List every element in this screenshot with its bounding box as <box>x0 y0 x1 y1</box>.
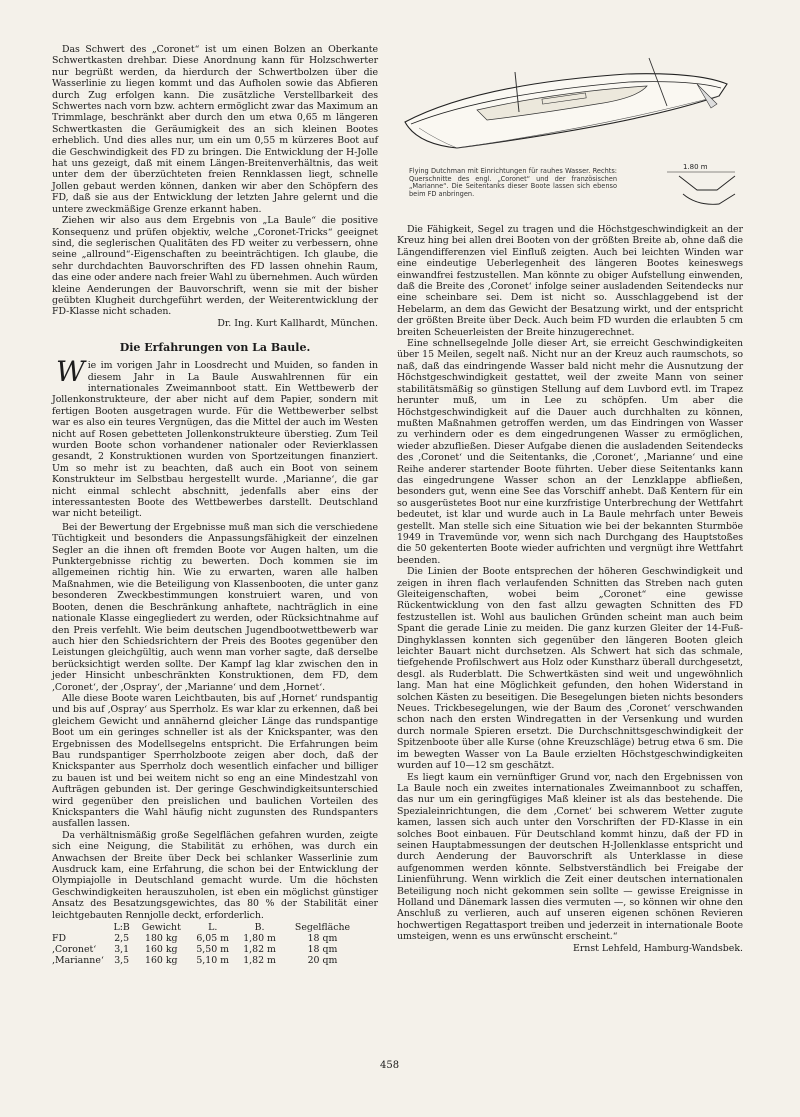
table-header: B. <box>254 922 265 934</box>
right-paragraph-2: Eine schnellsegelnde Jolle dieser Art, sie erreicht Geschwindigkeiten über 15 Meilen, segelt naß. Nicht nur an der Kreuz auch raumschots, so naß, daß das eindringende Wasser bald nicht mehr die Ausnutzung der Höchstgeschwindigkeit gestattet, weil der zweite Mann von seiner stabilitätsmäßig so günstigen Stellung auf dem Luvbord evtl. im Trapez herunter muß, um in Lee zu schöpfen. Um aber die Höchstgeschwindigkeit auf die Dauer auch durchhalten zu können, mußten Maßnahmen getroffen werden, um das Eindringen von Wasser zu verhindern oder es dem eingedrungenen Wasser zu ermöglichen, wieder abzufließen. Dieser Aufgabe dienen die ausladenden Seitendecks des ‚Coronet‘ und die Seitentanks, die ‚Coronet‘, ‚Marianne‘ und eine Reihe anderer startender Boote führten. Ueber diese Seitentanks kann das eingedrungene Wasser schon an der Lenzklappe abfließen, besonders gut, wenn eine See das Vorschiff anhebt. Daß Kentern für ein so ausgerüstetes Boot nur eine kurzfristige Unterbrechung der Wettfahrt bedeutet, ist klar und wurde auch in La Baule mehrfach unter Beweis gestellt. Man stelle sich eine Situation wie bei der bekannten Sturmböe 1949 in Travemünde vor, wenn sich nach Durchgang des Hauptstoßes die 50 gekenterten Boote wieder aufrichten und vergnügt ihre Wettfahrt beenden. <box>397 338 743 566</box>
table-cell: ‚Coronet‘ <box>52 944 97 956</box>
article-first-paragraph <box>52 355 378 520</box>
boat-specs-table <box>52 922 362 966</box>
table-cell: 18 qm <box>307 944 338 956</box>
hull-outline <box>405 74 727 148</box>
cross-section-marianne <box>683 194 735 204</box>
boat-illustration <box>397 44 743 210</box>
intro-paragraph-1: Das Schwert des „Coronet“ ist um einen Bolzen an Oberkante Schwertkasten drehbar. Diese Anordnung kann für Holzschwerter nur begrüßt werden, da hierdurch der Schwertbolzen über die Wasserlinie zu liegen kommt und das Aufholen sowie das Abfieren durch Zug erfolgen kann. Die zusätzliche Verstellbarkeit des Schwertes nach vorn bzw. achtern ermöglicht zwar das Maximum an Trimmlage, beschränkt aber durch den um etwa 0,65 m längeren Schwertkasten die Geräumigkeit des an sich kleinen Bootes erheblich. Und dies alles nur, um ein um 0,55 m kürzeres Boot auf die Geschwindigkeit des FD zu bringen. Die Entwicklung der H-Jolle hat uns gezeigt, daß mit einem Längen-Breitenverhältnis, das weit unter dem der überzüchteten freien Rennklassen liegt, schnelle Jollen gebaut werden können, danken wir aber den Schöpfern des FD, daß sie aus der Entwicklung der letzten Jahre gelernt und die untere zweckmäßige Grenze erkannt haben. <box>52 44 378 215</box>
table-header <box>52 922 110 933</box>
figure-caption: Flying Dutchman mit Einrichtungen für rauhes Wasser. Rechts: Querschnitte des engl. „Coronet“ und der französischen „Marianne“. Die Seitentanks dieser Boote lassen sich ebenso beim FD anbringen. <box>409 167 617 198</box>
right-column <box>397 44 743 954</box>
table-header: Gewicht <box>141 922 181 934</box>
table-header: Segelfläche <box>294 922 351 934</box>
body-paragraph-2: Alle diese Boote waren Leichtbauten, bis auf ‚Hornet‘ rundspantig und bis auf ‚Ospray‘ aus Sperrholz. Es war klar zu erkennen, daß bei gleichem Gewicht und annähernd gleicher Länge das rundspantige Boot um ein geringes schneller ist als der Knickspanter, was den Ergebnissen des Modellsegelns entspricht. Die Erfahrungen beim Bau rundspantiger Sperrholzboote zeigen aber doch, daß der Knickspanter aus Sperrholz doch wesentlich einfacher und billiger zu bauen ist und bei weitem nicht so eng an eine Mindestzahl von Aufträgen gebunden ist. Der geringe Geschwindigkeitsunterschied wird gegenüber den preislichen und baulichen Vorteilen des Knickspanters die Wahl häufig nicht zugunsten des Rundspanters ausfallen lassen. <box>52 692 378 830</box>
table-cell: 6,05 m <box>196 933 230 945</box>
body-paragraph-3: Da verhältnismäßig große Segelflächen gefahren wurden, zeigte sich eine Neigung, die Stabilität zu erhöhen, was durch ein Anwachsen der Breite über Deck bei schlanker Wasserlinie zum Ausdruck kam, eine Erfahrung, die schon bei der Entwicklung der Olympiajolle in Deutschland gemacht wurde. Um die höchsten Geschwindigkeiten herauszuholen, ist eben ein möglichst günstiger Ansatz des Besatzungsgewichtes, das 80 % der Stabilität einer leichtgebauten Rennjolle deckt, erforderlich. <box>52 829 378 921</box>
table-cell: 1,82 m <box>243 944 276 956</box>
table-cell: 3,5 <box>114 955 130 967</box>
table-cell: 20 qm <box>307 955 338 967</box>
figure-dimension-label: 1.80 m <box>683 163 708 171</box>
table-cell: 3,1 <box>114 944 130 956</box>
cross-section-coronet <box>679 176 735 190</box>
table-header-row <box>52 922 362 933</box>
article-heading: Die Erfahrungen von La Baule. <box>119 341 311 355</box>
table-cell: 160 kg <box>145 944 178 956</box>
intro-paragraph-2: Ziehen wir also aus dem Ergebnis von „La Baule“ die positive Konsequenz und prüfen objektiv, welche „Coronet-Tricks“ geeignet sind, die seglerischen Qualitäten des FD weiter zu verbessern, ohne seine „allround“-Eigenschaften zu beeinträchtigen. Ich glaube, die sehr durchdachten Bauvorschriften des FD lassen ohnehin Raum, das eine oder andere nach freier Wahl zu übernehmen. Auch würden kleine Aenderungen der Bauvorschrift, wenn sie mit der bisher geübten Klugheit durchgeführt werden, der Weiterentwicklung der FD-Klasse nicht schaden. <box>52 215 378 318</box>
table-cell: 1,82 m <box>243 955 276 967</box>
table-row <box>52 955 362 966</box>
drop-cap: W <box>56 355 85 389</box>
table-cell: ‚Marianne‘ <box>52 955 104 967</box>
right-paragraph-1: Die Fähigkeit, Segel zu tragen und die Höchstgeschwindigkeit an der Kreuz hing bei allen drei Booten von der größten Breite ab, ohne daß die Längendifferenzen viel Einfluß zeigten. Auch bei leichten Winden war eine eindeutige Ueberlegenheit des längeren Bootes keineswegs einwandfrei festzustellen. Man könnte zu obiger Aufstellung einwenden, daß die Breite des ‚Coronet‘ infolge seiner ausladenden Seitendecks nur eine scheinbare sei. Dem ist nicht so. Ausschlaggebend ist der Hebelarm, an dem das Gewicht der Besatzung wirkt, und der entspricht der größten Breite über Deck. Auch beim FD wurden die erlaubten 5 cm breiten Scheuerleisten der Breite hinzugerechnet. <box>397 224 743 338</box>
author-signature-lehfeld: Ernst Lehfeld, Hamburg-Wandsbek. <box>572 942 743 954</box>
table-cell: 160 kg <box>145 955 178 967</box>
table-cell: 180 kg <box>145 933 178 945</box>
table-cell: 2,5 <box>114 933 130 945</box>
table-header: L. <box>208 922 218 934</box>
right-paragraph-3: Die Linien der Boote entsprechen der höheren Geschwindigkeit und zeigen in ihren flach verlaufenden Schnitten das Streben nach guten Gleiteigenschaften, wobei beim „Coronet“ eine gewisse Rückentwicklung von den fast allzu gewagten Schnitten des FD festzustellen ist. Wohl aus baulichen Gründen scheint man auch beim Spant die gerade Linie zu meiden. Die ganz kurzen Gleiter der 14-Fuß-Dinghyklassen konnten sich gegenüber den längeren Booten gleich leichter Bauart nicht durchsetzen. Als Schwert hat sich das schmale, tiefgehende Profilschwert aus Holz oder Kunstharz überall durchgesetzt, desgl. als Ruderblatt. Die Schwertkästen sind weit und ungewöhnlich lang. Man hat eine Möglichkeit gefunden, den hohen Widerstand in solchen Kästen zu beseitigen. Die Besegelungen bieten nichts besonders Neues. Trickbesegelungen, wie der Baum des ‚Coronet‘ verschwanden schon nach den ersten Windregatten in der Versenkung und wurden durch normale Spieren ersetzt. Die Durchschnittsgeschwindigkeit der Spitzenboote über alle Kurse (ohne Kreuzschläge) betrug etwa 6 sm. Die im bewegten Wasser von La Baule erzielten Höchstgeschwindigkeiten wurden auf 10—12 sm geschätzt. <box>397 566 743 772</box>
right-paragraph-4: Es liegt kaum ein vernünftiger Grund vor, nach den Ergebnissen von La Baule noch ein zweites internationales Zweimannboot zu schaffen, das nur um ein geringfügiges Maß kleiner ist als das bestehende. Die Spezialeinrichtungen, die dem ‚Cornet‘ bei schwerem Wetter zugute kamen, lassen sich auch unter den Vorschriften der FD-Klasse in ein solches Boot einbauen. Für Deutschland kommt hinzu, daß der FD in seinen Hauptabmessungen der deutschen H-Jollenklasse entspricht und durch Aenderung der Bauvorschrift als Unterklasse in diese aufgenommen werden könnte. Selbstverständlich bei Freigabe der Linienführung. Wenn wirklich die Zeit einer deutschen internationalen Beteiligung noch nicht gekommen sein sollte — gewisse Ereignisse in Holland und Dänemark lassen dies vermuten —, so können wir ohne den Anschluß zu verlieren, auch auf unseren eigenen schönen Revieren hochwertigen Regattasport treiben und jederzeit in internationale Boote umsteigen, wenn es uns erwünscht erscheint.“ <box>397 771 743 943</box>
table-cell: 5,50 m <box>196 944 230 956</box>
author-signature-kallhardt: Dr. Ing. Kurt Kallhardt, München. <box>217 317 378 329</box>
table-cell: FD <box>52 933 67 945</box>
table-header: L:B <box>113 922 130 934</box>
body-paragraph-1: Bei der Bewertung der Ergebnisse muß man sich die verschiedene Tüchtigkeit und besonders die Anpassungsfähigkeit der einzelnen Segler an die ihnen oft fremden Boote vor Augen halten, um die Punktergebnisse richtig zu bewerten. Doch kommen sie im allgemeinen richtig hin. Wie zu erwarten, waren alle halben Maßnahmen, wie die Beteiligung von Klassenbooten, die unter ganz besonderen Zweckbestimmungen konstruiert waren, und von Booten, denen die Beschränkung anhaftete, nachträglich in eine nationale Klasse eingegliedert zu werden, oder Rücksichtnahme auf den Preis verfehlt. Wie beim deutschen Jugendbootwettbewerb war auch hier den Schiedsrichtern der Preis des Bootes gegenüber den Leistungen gleichgültig, auch wenn man vorher sagte, daß derselbe berücksichtigt werden sollte. Der Kampf lag klar zwischen den in jeder Hinsicht unbeschränkten Konstruktionen, dem FD, dem ‚Coronet‘, der ‚Ospray‘, der ‚Marianne‘ und dem ‚Hornet‘. <box>52 521 378 693</box>
table-cell: 1,80 m <box>243 933 276 945</box>
table-cell: 5,10 m <box>196 955 230 967</box>
table-row <box>52 933 362 944</box>
left-column <box>52 44 378 966</box>
table-cell: 18 qm <box>307 933 338 945</box>
first-paragraph-text: ie im vorigen Jahr in Loosdrecht und Muiden, so fanden in diesem Jahr in La Baule Auswahlrennen für ein internationales Zweimannboot statt. Ein Wettbewerb der Jollenkonstrukteure, der aber nicht auf dem Papier, sondern mit fertigen Booten ausgetragen wurde. Für die Wettbewerber selbst war es also ein teures Vergnügen, das die Mittel der auch im Westen nicht auf Rosen gebetteten Jollenkonstrukteure überstieg. Zum Teil wurden Boote schon vorhandener nationaler oder Revierklassen gesandt, 2 Konstruktionen wurden von Sportzeitungen finanziert. Um so mehr ist zu beachten, daß auch ein Boot von seinem Konstrukteur im Selbstbau hergestellt wurde. ‚Marianne‘, die gar nicht einmal schlecht abschnitt, jedenfalls aber eins der interessantesten Boote des Wettbewerbes darstellt. Deutschland war nicht beteiligt. <box>52 360 378 520</box>
table-row <box>52 944 362 955</box>
page-number: 458 <box>380 1060 400 1071</box>
